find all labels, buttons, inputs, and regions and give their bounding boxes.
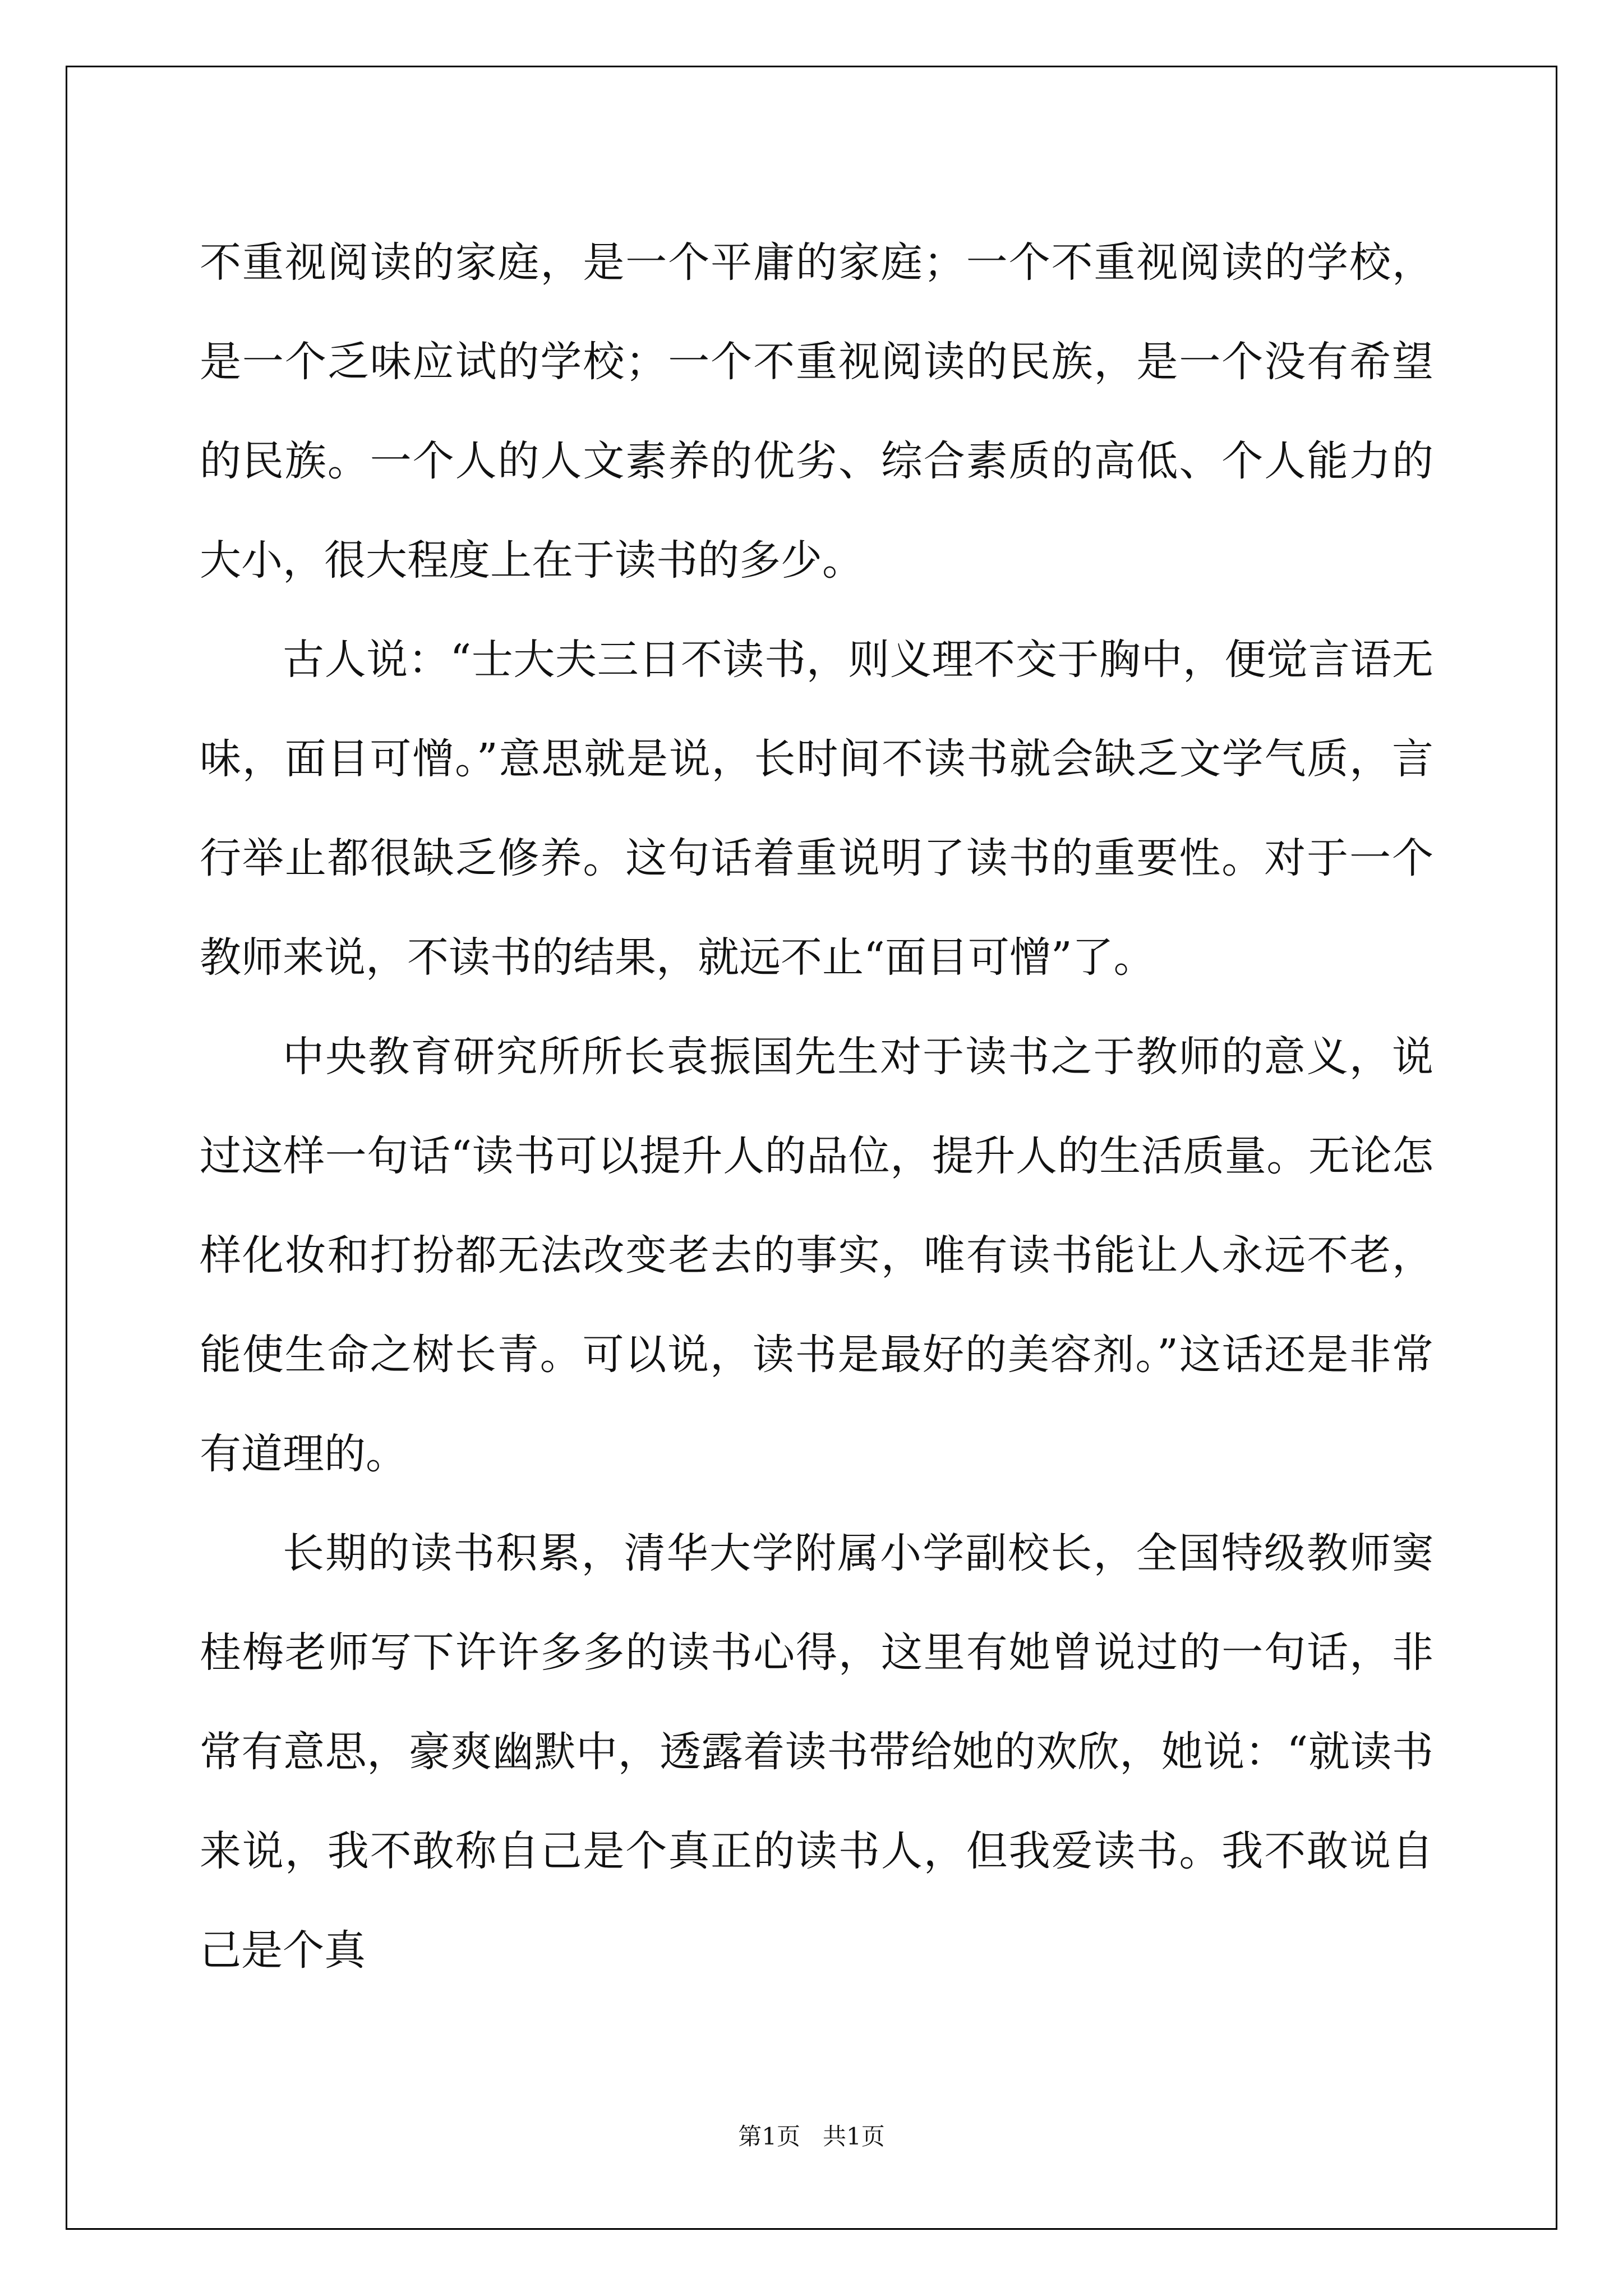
paragraph-1: 不重视阅读的家庭，是一个平庸的家庭；一个不重视阅读的学校，是一个乏味应试的学校；一个不重视阅读的民族，是一个没有希望的民族。一个人的人文素养的优劣、综合素质的高低、个人能力的大小，很大程度上在于读书的多少。 — [200, 238, 1433, 585]
document-body — [200, 213, 1433, 2000]
paragraph-2: 古人说：“士大夫三日不读书，则义理不交于胸中，便觉言语无味，面目可憎。”意思就是说，长时间不读书就会缺乏文学气质，言行举止都很缺乏修养。这句话着重说明了读书的重要性。对于一个教师来说，不读书的结果，就远不止“面目可憎”了。 — [200, 636, 1433, 982]
paragraph-3: 中央教育研究所所长袁振国先生对于读书之于教师的意义，说过这样一句话“读书可以提升人的品位，提升人的生活质量。无论怎样化妆和打扮都无法改变老去的事实，唯有读书能让人永远不老，能使生命之树长青。可以说，读书是最好的美容剂。”这话还是非常有道理的。 — [200, 1033, 1433, 1478]
page-number-footer: 第1页 共1页 — [738, 2123, 885, 2150]
paragraph-4: 长期的读书积累，清华大学附属小学副校长，全国特级教师窦桂梅老师写下许许多多的读书心得，这里有她曾说过的一句话，非常有意思，豪爽幽默中，透露着读书带给她的欢欣，她说：“就读书来说，我不敢称自己是个真正的读书人，但我爱读书。我不敢说自己是个真 — [200, 1529, 1433, 1975]
